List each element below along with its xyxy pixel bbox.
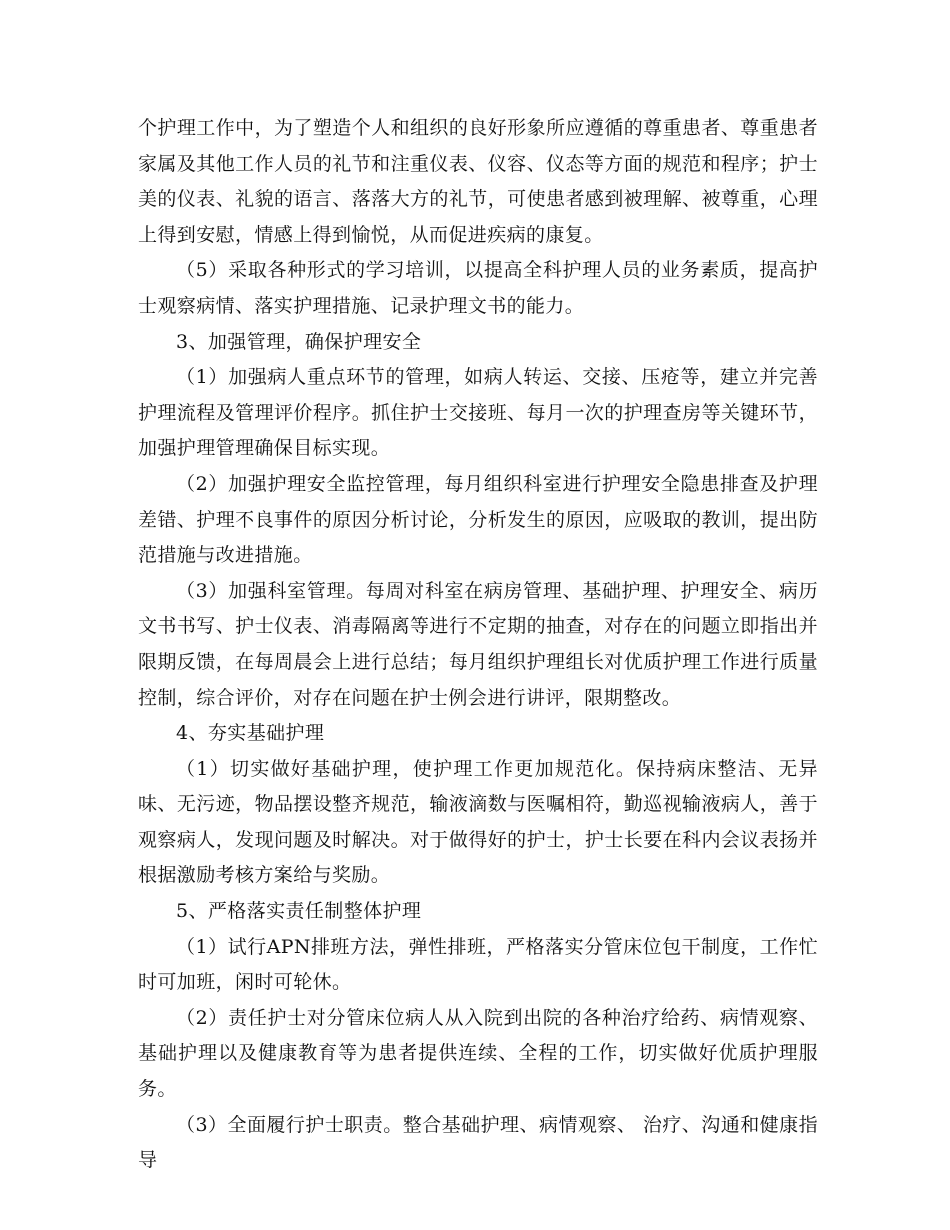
- section-heading-basic-care: 4、夯实基础护理: [176, 722, 325, 745]
- section-heading-safety: 3、加强管理，确保护理安全: [176, 330, 422, 353]
- paragraph-training: （5）采取各种形式的学习培训，以提高全科护理人员的业务素质，提高护士观察病情、落实护理措施、记录护理文书的能力。: [138, 259, 818, 317]
- document-body: [138, 111, 818, 1179]
- paragraph-nurse-duties: （3）全面履行护士职责。整合基础护理、病情观察、 治疗、沟通和健康指导: [138, 1113, 818, 1172]
- paragraph-responsible-nurse: （2）责任护士对分管床位病人从入院到出院的各种治疗给药、病情观察、基础护理以及健康教育等为患者提供连续、全程的工作，切实做好优质护理服务。: [138, 1006, 818, 1101]
- paragraph-basic-care: （1）切实做好基础护理，使护理工作更加规范化。保持病床整洁、无异味、无污迹，物品摆设整齐规范，输液滴数与医嘱相符，勤巡视输液病人，善于观察病人，发现问题及时解决。对于做得好的护士，护士长要在科内会议表扬并根据激励考核方案给与奖励。: [138, 757, 818, 887]
- paragraph-department-management: （3）加强科室管理。每周对科室在病房管理、基础护理、护理安全、病历文书书写、护士仪表、消毒隔离等进行不定期的抽查，对存在的问题立即指出并限期反馈，在每周晨会上进行总结；每月组织护理组长对优质护理工作进行质量控制，综合评价，对存在问题在护士例会进行讲评，限期整改。: [138, 579, 818, 709]
- paragraph-safety-monitoring: （2）加强护理安全监控管理，每月组织科室进行护理安全隐患排查及护理差错、护理不良事件的原因分析讨论，分析发生的原因，应吸取的教训，提出防范措施与改进措施。: [138, 472, 818, 567]
- paragraph-apn-scheduling: （1）试行APN排班方法，弹性排班，严格落实分管床位包干制度，工作忙时可加班，闲时可轮休。: [138, 935, 818, 994]
- paragraph-key-links: （1）加强病人重点环节的管理，如病人转运、交接、压疮等，建立并完善护理流程及管理评价程序。抓住护士交接班、每月一次的护理查房等关键环节，加强护理管理确保目标实现。: [138, 366, 818, 460]
- paragraph-continuation: 个护理工作中，为了塑造个人和组织的良好形象所应遵循的尊重患者、尊重患者家属及其他工作人员的礼节和注重仪表、仪容、仪态等方面的规范和程序；护士美的仪表、礼貌的语言、落落大方的礼节，可使患者感到被理解、被尊重，心理上得到安慰，情感上得到愉悦，从而促进疾病的康复。: [138, 117, 818, 246]
- section-heading-responsibility: 5、严格落实责任制整体护理: [176, 900, 422, 923]
